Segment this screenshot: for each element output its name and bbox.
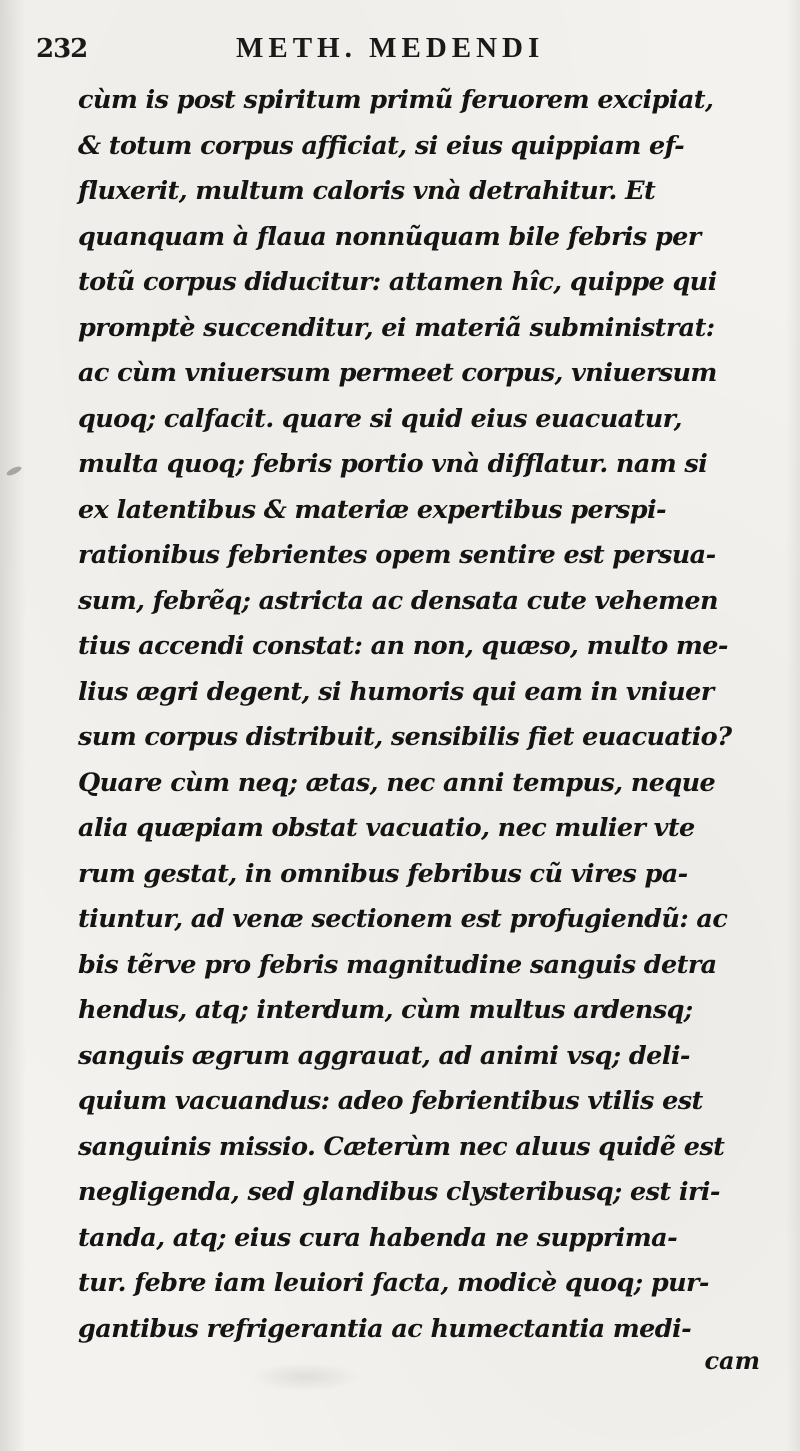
text-line: quoq; calfacit. quare si quid eius euacuatur, <box>78 403 682 434</box>
page-number: 232 <box>36 34 88 64</box>
text-line: sanguinis missio. Cæterùm nec aluus quidẽ est <box>78 1131 725 1162</box>
text-line: ac cùm vniuersum permeet corpus, vniuersum <box>78 358 717 388</box>
text-line: bis tẽrve pro febris magnitudine sanguis detra <box>78 949 717 980</box>
text-line: rationibus febrientes opem sentire est persua- <box>78 540 716 570</box>
text-line: quanquam à flaua nonnũquam bile febris per <box>78 221 701 252</box>
text-line: multa quoq; febris portio vnà difflatur. nam si <box>78 449 708 479</box>
text-line: tiuntur, ad venæ sectionem est profugiendũ: ac <box>78 904 728 934</box>
text-line: Quare cùm neq; ætas, nec anni tempus, neque <box>78 767 716 798</box>
page-edge-shadow <box>786 0 800 1451</box>
text-line: tur. febre iam leuiori facta, modicè quoq; pur- <box>78 1268 709 1298</box>
text-line: tius accendi constat: an non, quæso, multo me- <box>78 631 728 661</box>
catchword: cam <box>704 1346 760 1375</box>
text-line: fluxerit, multum caloris vnà detrahitur. Et <box>78 176 656 206</box>
text-line: lius ægri degent, si humoris qui eam in vniuer <box>78 676 714 707</box>
text-line: gantibus refrigerantia ac humectantia medi- <box>78 1313 692 1344</box>
running-head: METH. MEDENDI <box>236 32 545 64</box>
text-line: promptè succenditur, ei materiã subministrat: <box>78 312 715 343</box>
text-line: quium vacuandus: adeo febrientibus vtilis est <box>78 1086 703 1116</box>
text-line: hendus, atq; interdum, cùm multus ardensq; <box>78 995 693 1025</box>
text-line: tanda, atq; eius cura habenda ne supprima- <box>78 1222 678 1253</box>
text-line: sum, febrẽq; astricta ac densata cute vehemen <box>78 585 718 616</box>
text-line: ex latentibus & materiæ expertibus perspi- <box>78 494 667 525</box>
faded-stamp-mark <box>250 1362 360 1392</box>
text-line: sanguis ægrum aggrauat, ad animi vsq; deli- <box>78 1040 690 1071</box>
text-line: rum gestat, in omnibus febribus cũ vires pa- <box>78 858 688 889</box>
text-line: alia quæpiam obstat vacuatio, nec mulier vte <box>78 813 695 843</box>
body-text <box>78 78 768 1352</box>
gutter-shadow <box>0 0 26 1451</box>
text-line: negligenda, sed glandibus clysteribusq; est iri- <box>78 1177 720 1207</box>
page-header <box>36 28 760 72</box>
text-line: sum corpus distribuit, sensibilis fiet euacuatio? <box>78 722 732 752</box>
text-line: cùm is post spiritum primũ feruorem excipiat, <box>78 85 714 115</box>
text-line: & totum corpus afficiat, si eius quippiam ef- <box>78 130 685 161</box>
text-line: totũ corpus diducitur: attamen hîc, quippe qui <box>78 267 717 297</box>
